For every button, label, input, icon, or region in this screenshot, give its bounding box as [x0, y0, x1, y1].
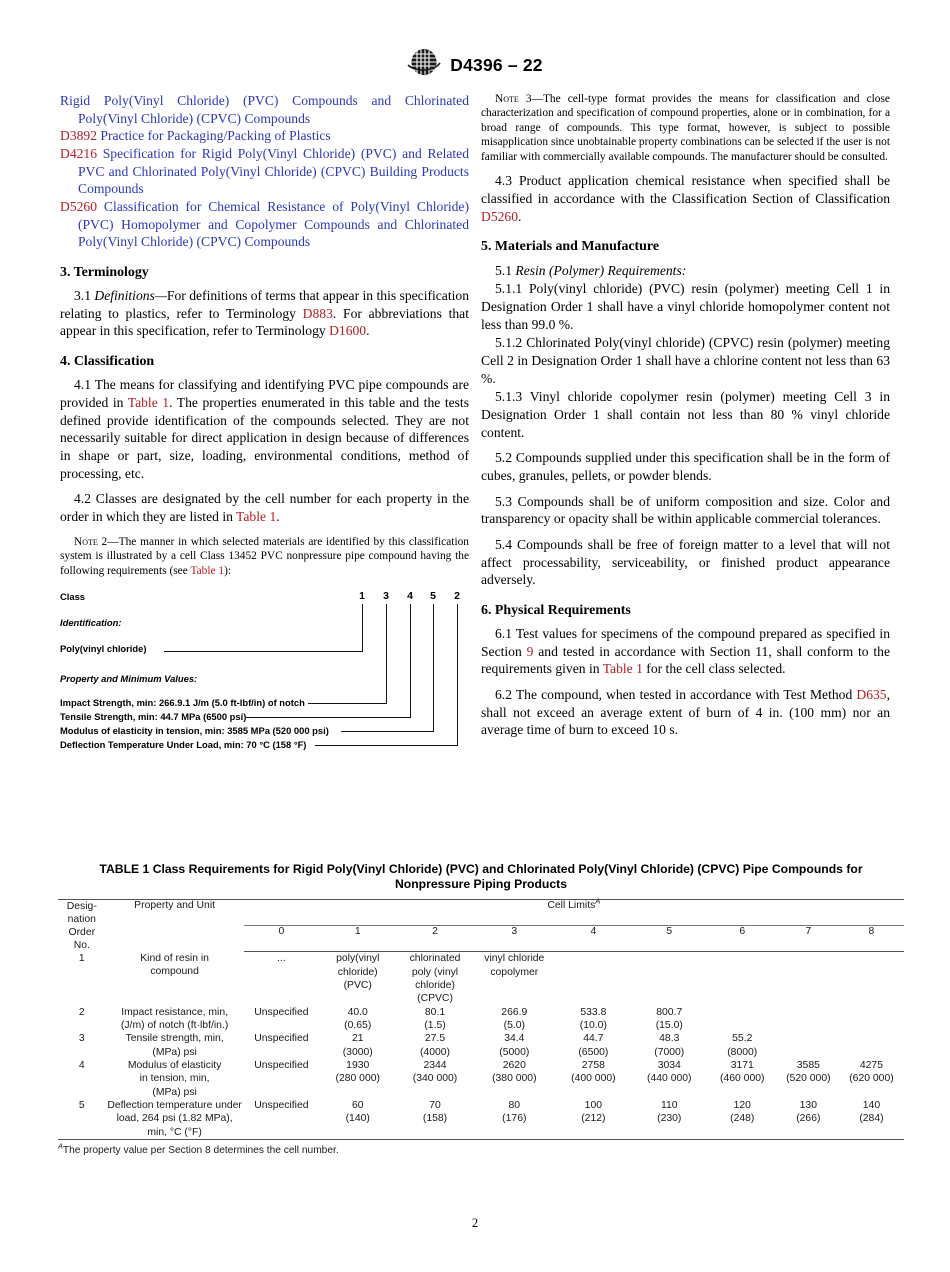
cell-value: 3034 — [657, 1059, 681, 1071]
cell-limit-1 — [319, 952, 396, 1006]
paragraph-text: The means for classifying and identifying PVC pipe compounds are provided in — [60, 377, 470, 410]
property-line: (MPa) psi — [152, 1046, 197, 1058]
header-cell-7: 7 — [778, 926, 839, 952]
footnote-mark: A — [58, 1141, 63, 1151]
cell-value: (10.0) — [579, 1020, 607, 1032]
reference-item — [60, 198, 469, 251]
header-designation-order-no — [58, 899, 106, 952]
table-row — [58, 1099, 904, 1139]
reference-designation[interactable]: D635 — [856, 687, 887, 703]
section-heading-materials: 5. Materials and Manufacture — [481, 239, 659, 255]
cell-value: (3000) — [342, 1046, 373, 1058]
paragraph-text: . — [518, 208, 522, 224]
table-row — [58, 1059, 904, 1099]
cell-value: Unspecified — [254, 1006, 309, 1018]
cell-value: (284) — [859, 1113, 884, 1125]
cell-limit-6 — [707, 1006, 778, 1033]
cell-property-and-unit — [106, 1059, 244, 1099]
cell-value: poly(vinyl — [336, 953, 380, 965]
resin-requirements-italic: Resin (Polymer) Requirements: — [515, 262, 687, 278]
right-column — [481, 92, 890, 739]
header-cell-8: 8 — [839, 926, 904, 952]
cell-value: (5.0) — [503, 1020, 525, 1032]
paragraph-6-2 — [481, 686, 890, 739]
paragraph-4-2 — [60, 490, 469, 525]
cell-value: 80.1 — [424, 1006, 446, 1018]
paragraph-text: Vinyl chloride copolymer resin (polymer) meeting Cell 3 in Designation Order 1 shall contain not less than 80 % vinyl chloride content. — [481, 389, 890, 440]
cell-limit-0 — [244, 1032, 320, 1059]
document-number: D4396 – 22 — [450, 55, 543, 75]
header-cell-3: 3 — [474, 926, 555, 952]
header-cell-2: 2 — [396, 926, 473, 952]
cell-limit-5 — [632, 1032, 707, 1059]
header-cell-limits — [244, 896, 904, 925]
paragraph-5-1-2 — [481, 334, 890, 387]
paragraph-number: 5.2 — [495, 450, 512, 466]
cell-value — [870, 953, 873, 964]
cell-value: (PVC) — [343, 980, 372, 992]
cell-limit-7 — [778, 952, 839, 1006]
cell-property-and-unit — [106, 952, 244, 1006]
cell-value: (380 000) — [492, 1073, 537, 1085]
figure-property-modulus: Modulus of elasticity in tension, min: 3585 MPa (520 000 psi) — [60, 725, 329, 737]
cell-value — [668, 953, 671, 964]
cell-designation-order: 5 — [58, 1099, 106, 1139]
leader-line-horizontal-3 — [246, 717, 411, 719]
header-cell-4: 4 — [555, 926, 632, 952]
cell-limit-6 — [707, 1059, 778, 1099]
reference-title: Practice for Packaging/Packing of Plastics — [100, 128, 331, 144]
leader-line-horizontal-4 — [341, 731, 434, 733]
figure-digit-3: 4 — [407, 590, 413, 603]
cell-limit-2 — [396, 1059, 473, 1099]
paragraph-6-1 — [481, 625, 890, 678]
leader-line-horizontal-2 — [308, 703, 387, 705]
property-line: Tensile strength, min, — [125, 1033, 224, 1045]
header-cell-6: 6 — [707, 926, 778, 952]
cell-value: (7000) — [654, 1046, 685, 1058]
paragraph-number: 5.1 — [495, 262, 512, 278]
paragraph-number: 6.1 — [495, 626, 512, 642]
cell-value: 2758 — [581, 1059, 605, 1071]
figure-property-deflection: Deflection Temperature Under Load, min: 70 °C (158 °F) — [60, 739, 307, 751]
property-line: (MPa) psi — [152, 1086, 197, 1098]
cell-limit-8 — [839, 1099, 904, 1139]
figure-class-label: Class — [60, 591, 86, 603]
header-cell-0: 0 — [244, 926, 320, 952]
cell-limit-3 — [474, 1099, 555, 1139]
cell-value: chlorinated — [409, 953, 461, 965]
cell-value: 80 — [508, 1099, 521, 1111]
reference-item — [60, 127, 469, 145]
table-1 — [58, 896, 904, 1140]
cell-value: (212) — [581, 1113, 606, 1125]
reference-title: Specification for Rigid Poly(Vinyl Chloride) (PVC) and Related PVC and Chlorinated Poly(Vinyl Chloride) (CPVC) Building Products Compounds — [78, 146, 469, 197]
cell-limit-7 — [778, 1099, 839, 1139]
leader-line-horizontal-1 — [164, 651, 363, 653]
figure-digit-2: 3 — [383, 590, 389, 603]
cell-value: (280 000) — [335, 1073, 380, 1085]
cell-value: (400 000) — [571, 1073, 616, 1085]
cell-value — [592, 953, 595, 964]
reference-designation[interactable]: D5260 — [481, 208, 519, 224]
cell-value — [807, 953, 810, 964]
page-number: 2 — [471, 1216, 479, 1230]
paragraph-5-1-3 — [481, 388, 890, 441]
stub-line-1: Desig- — [66, 900, 97, 912]
cell-limit-6 — [707, 1032, 778, 1059]
cell-value: 40.0 — [347, 1006, 368, 1018]
cell-value: 60 — [351, 1099, 364, 1111]
cell-property-and-unit — [106, 1006, 244, 1033]
cell-value: 3585 — [796, 1059, 820, 1071]
cell-value: (5000) — [499, 1046, 530, 1058]
page-header — [0, 48, 950, 82]
cell-value — [741, 1007, 744, 1018]
reference-title: Rigid Poly(Vinyl Chloride) (PVC) Compounds and Chlorinated Poly(Vinyl Chloride) (CPVC) Compounds — [60, 93, 469, 126]
cell-limit-8 — [839, 952, 904, 1006]
paragraph-5-1-1 — [481, 280, 890, 333]
cell-limit-8 — [839, 1006, 904, 1033]
leader-line-vertical-5 — [457, 604, 459, 746]
table-header — [58, 896, 904, 952]
cell-value: chloride) — [337, 966, 378, 978]
cell-value — [807, 1033, 810, 1044]
table-row — [58, 1006, 904, 1033]
cell-limit-5 — [632, 952, 707, 1006]
cell-value: 4275 — [859, 1059, 883, 1071]
cell-limit-1 — [319, 1006, 396, 1033]
cell-limit-3 — [474, 1006, 555, 1033]
leader-line-vertical-3 — [410, 604, 412, 718]
property-line: in tension, min, — [139, 1073, 210, 1085]
cell-limit-6 — [707, 1099, 778, 1139]
property-line: Impact resistance, min, — [121, 1006, 229, 1018]
cell-limit-8 — [839, 1032, 904, 1059]
paragraph-5-3 — [481, 493, 890, 528]
note-label: Note 3 — [495, 93, 532, 105]
cell-value: 21 — [351, 1033, 364, 1045]
table-footnote — [58, 1141, 904, 1157]
table-title: TABLE 1 Class Requirements for Rigid Poly(Vinyl Chloride) (PVC) and Chlorinated Poly(Vinyl Chloride) (CPVC) Pipe Compounds for Nonpressure Piping Products — [99, 862, 863, 892]
cell-value: 140 — [862, 1099, 881, 1111]
class-designation-figure — [60, 588, 469, 753]
cell-limit-0 — [244, 1059, 320, 1099]
cell-limit-6 — [707, 952, 778, 1006]
definitions-italic: Definitions— — [94, 288, 167, 304]
paragraph-number: 4.2 — [74, 491, 91, 507]
cell-limit-5 — [632, 1059, 707, 1099]
cell-property-and-unit — [106, 1032, 244, 1059]
cell-designation-order: 1 — [78, 952, 85, 964]
cell-value: (8000) — [727, 1046, 758, 1058]
figure-digit-1: 1 — [359, 590, 365, 603]
table-reference-link[interactable]: Table 1 — [190, 564, 225, 577]
cell-limit-4 — [555, 1032, 632, 1059]
paragraph-text: Compounds shall be of uniform composition and size. Color and transparency or opacity shall be within applicable commercial tolerances. — [481, 493, 890, 527]
astm-logo-icon — [407, 48, 441, 83]
cell-limit-4 — [555, 952, 632, 1006]
cell-limit-4 — [555, 1006, 632, 1033]
leader-line-vertical-1 — [362, 604, 364, 652]
cell-limit-1 — [319, 1032, 396, 1059]
header-cell-5: 5 — [632, 926, 707, 952]
figure-digit-5: 2 — [454, 590, 460, 603]
section-heading-physical: 6. Physical Requirements — [481, 602, 631, 618]
cell-value — [741, 953, 744, 964]
cell-value: (CPVC) — [417, 993, 453, 1005]
figure-digit-4: 5 — [430, 590, 436, 603]
cell-value: Unspecified — [254, 1059, 309, 1071]
cell-value: 34.4 — [504, 1033, 525, 1045]
paragraph-3-1 — [60, 287, 469, 340]
paragraph-text: Poly(vinyl chloride) (PVC) resin (polymer) meeting Cell 1 in Designation Order 1 shall have a vinyl chloride homopolymer content not less than 99.0 %. — [481, 281, 890, 332]
cell-limit-7 — [778, 1032, 839, 1059]
cell-value: (4000) — [419, 1046, 451, 1058]
section-heading-classification: 4. Classification — [60, 354, 155, 370]
cell-value: 2344 — [423, 1059, 447, 1071]
paragraph-text: . For abbreviations that appear in this specification, refer to Terminology — [60, 305, 469, 339]
cell-value: 800.7 — [656, 1006, 683, 1018]
paragraph-number: 4.1 — [74, 377, 91, 393]
paragraph-text: The compound, when tested in accordance with Test Method — [515, 687, 857, 703]
cell-value: (620 000) — [849, 1073, 894, 1085]
property-line: min, °C (°F) — [147, 1126, 202, 1138]
paragraph-number: 3.1 — [74, 288, 91, 304]
cell-limit-7 — [778, 1006, 839, 1033]
paragraph-number: 5.1.2 — [495, 335, 523, 351]
reference-designation[interactable]: D3892 — [60, 128, 98, 144]
cell-value: 27.5 — [424, 1033, 446, 1045]
table-header-row-top — [58, 899, 904, 925]
cell-value: 110 — [660, 1099, 678, 1111]
cell-value: (460 000) — [720, 1073, 765, 1085]
property-line: compound — [150, 966, 199, 978]
property-line: Kind of resin in — [140, 952, 209, 964]
paragraph-5-1 — [481, 262, 890, 280]
cell-value: (176) — [502, 1113, 527, 1125]
cell-value: (520 000) — [786, 1073, 831, 1085]
cell-value: (440 000) — [647, 1073, 692, 1085]
cell-limit-4 — [555, 1099, 632, 1139]
paragraph-text: . The properties enumerated in this table and the tests defined provide identification of the compounds selected. They are not necessarily suitable for direct application in design because of differences in shape or part, size, loading, environmental conditions, method of processing, etc. — [60, 394, 469, 481]
stub-line-4: No. — [73, 939, 90, 951]
reference-designation[interactable]: D5260 — [60, 199, 98, 215]
cell-designation-order: 4 — [78, 1059, 85, 1071]
note-2 — [60, 535, 469, 578]
cell-value: ... — [277, 953, 286, 965]
paragraph-number: 5.1.1 — [495, 281, 523, 297]
cell-value: (158) — [422, 1113, 448, 1125]
table-reference-link[interactable]: Table 1 — [236, 508, 277, 524]
cell-limit-0 — [244, 1006, 320, 1033]
paragraph-text: . — [276, 508, 280, 524]
cell-value — [870, 1007, 873, 1018]
paragraph-5-2 — [481, 449, 890, 484]
cell-limit-1 — [319, 1059, 396, 1099]
stub-line-3: Order — [68, 926, 96, 938]
cell-value — [807, 1007, 810, 1018]
note-label: Note 2 — [74, 535, 108, 548]
cell-limit-2 — [396, 1099, 473, 1139]
paragraph-text: for the cell class selected. — [642, 661, 786, 677]
cell-value: 120 — [733, 1099, 751, 1111]
cell-limit-5 — [632, 1006, 707, 1033]
cell-value: vinyl chloride — [484, 953, 545, 965]
header-property-and-unit: Property and Unit — [106, 899, 244, 952]
figure-identification-label: Identification: — [60, 617, 122, 629]
cell-limit-2 — [396, 1006, 473, 1033]
cell-value: (140) — [345, 1113, 370, 1125]
property-line: load, 264 psi (1.82 MPa), — [116, 1113, 233, 1125]
cell-value: (6500) — [578, 1046, 609, 1058]
paragraph-4-1 — [60, 376, 469, 482]
paragraph-text: Chlorinated Poly(vinyl chloride) (CPVC) resin (polymer) meeting Cell 2 in Designation Order 1 shall have a chlorine content not less than 63 %. — [481, 335, 891, 386]
cell-limit-3 — [474, 952, 555, 1006]
section-heading-terminology: 3. Terminology — [60, 265, 149, 281]
paragraph-text: Compounds shall be free of foreign matter to a level that will not affect processability, serviceability, or finished product appearance adversely. — [481, 536, 890, 588]
figure-property-header: Property and Minimum Values: — [60, 673, 198, 685]
header-cell-1: 1 — [319, 926, 396, 952]
paragraph-5-4 — [481, 536, 890, 589]
cell-value: (340 000) — [412, 1073, 458, 1085]
cell-limit-7 — [778, 1059, 839, 1099]
cell-value: 70 — [429, 1099, 441, 1111]
paragraph-number: 5.3 — [495, 493, 512, 509]
table-row — [58, 1032, 904, 1059]
reference-item — [60, 145, 469, 198]
note-text: —The cell-type format provides the means for classification and close characterization and specification of compound properties, alone or in combination, for a broad range of compounds. This type format, however, is subject to possible misapplication since unobtainable property combinations can be selected if the user is not familiar with commercially available compounds. The manufacturer should be consulted. — [481, 93, 890, 163]
cell-limit-8 — [839, 1059, 904, 1099]
cell-value: Unspecified — [254, 1099, 309, 1111]
table-body — [58, 952, 904, 1139]
cell-limit-2 — [396, 1032, 473, 1059]
cell-limits-label: Cell Limits — [547, 899, 596, 911]
cell-value: Unspecified — [254, 1033, 309, 1045]
cell-value: (1.5) — [424, 1020, 446, 1032]
paragraph-number: 6.2 — [495, 687, 512, 703]
cell-value: (15.0) — [655, 1020, 683, 1032]
figure-resin-label: Poly(vinyl chloride) — [60, 643, 147, 655]
cell-value: (248) — [730, 1113, 755, 1125]
reference-designation[interactable]: D883 — [302, 305, 333, 321]
note-text: —The manner in which selected materials are identified by this classification system is illustrated by a cell Class 13452 PVC nonpressure pipe compound having the following requirements (see — [60, 535, 469, 577]
cell-value: 100 — [584, 1099, 603, 1111]
paragraph-text: Product application chemical resistance when specified shall be classified in accordance with the Classification Section of Classification — [481, 173, 891, 207]
table-row — [58, 952, 904, 1006]
paragraph-4-3 — [481, 172, 890, 225]
cell-property-and-unit — [106, 1099, 244, 1139]
cell-value: (266) — [796, 1113, 821, 1125]
property-line: Modulus of elasticity — [127, 1059, 222, 1071]
reference-designation[interactable]: D4216 — [60, 146, 98, 162]
table-1-container — [58, 862, 904, 1157]
cell-value: 1930 — [346, 1059, 370, 1071]
reference-designation[interactable]: D1600 — [329, 323, 367, 339]
figure-property-impact: Impact Strength, min: 266.9.1 J/m (5.0 ft-lbf/in) of notch — [60, 697, 305, 709]
left-column — [60, 92, 469, 753]
cell-designation-order: 2 — [78, 1006, 85, 1018]
cell-value: 3171 — [730, 1059, 754, 1071]
property-line: Deflection temperature under — [107, 1099, 242, 1111]
table-reference-link[interactable]: Table 1 — [602, 661, 643, 677]
paragraph-number: 5.1.3 — [495, 389, 523, 405]
paragraph-text: , shall not exceed an average extent of burn of 4 in. (100 mm) nor an average time of burn to exceed 10 s. — [481, 687, 890, 738]
cell-limits-footnote-mark: A — [595, 896, 601, 906]
cell-designation-order: 3 — [78, 1033, 85, 1045]
cell-value: (0.65) — [344, 1020, 372, 1032]
footnote-text: The property value per Section 8 determines the cell number. — [62, 1144, 339, 1156]
cell-limit-1 — [319, 1099, 396, 1139]
cell-limit-3 — [474, 1032, 555, 1059]
paragraph-number: 4.3 — [495, 173, 512, 189]
cell-value: 2620 — [502, 1059, 526, 1071]
leader-line-vertical-4 — [433, 604, 435, 732]
reference-item — [60, 92, 469, 127]
paragraph-number: 5.4 — [495, 536, 512, 552]
stub-line-2: nation — [67, 913, 96, 925]
cell-limit-0 — [244, 1099, 320, 1139]
cell-value: copolymer — [490, 966, 539, 978]
section-reference-link[interactable]: 9 — [526, 643, 534, 659]
table-reference-link[interactable]: Table 1 — [127, 394, 170, 410]
leader-line-vertical-2 — [386, 604, 388, 704]
paragraph-text: . — [366, 323, 370, 339]
cell-limit-2 — [396, 952, 473, 1006]
cell-value: poly (vinyl — [411, 966, 459, 978]
cell-value: chloride) — [415, 980, 455, 992]
cell-value: (230) — [657, 1113, 682, 1125]
cell-limit-3 — [474, 1059, 555, 1099]
cell-value: 55.2 — [732, 1033, 753, 1045]
paragraph-text: Compounds supplied under this specification shall be in the form of cubes, granules, pellets, or powder blends. — [481, 450, 890, 483]
reference-title: Classification for Chemical Resistance of Poly(Vinyl Chloride) (PVC) Homopolymer and Copolymer Compounds and Chlorinated Poly(Vinyl Chloride) (CPVC) Compounds — [78, 199, 469, 250]
cell-value: 533.8 — [580, 1006, 607, 1018]
note-text: ): — [224, 564, 232, 577]
cell-limit-4 — [555, 1059, 632, 1099]
paragraph-text: Classes are designated by the cell number for each property in the order in which they are listed in — [60, 491, 469, 524]
figure-property-tensile: Tensile Strength, min: 44.7 MPa (6500 psi) — [60, 711, 247, 723]
paragraph-text: Test values for specimens of the compound prepared as specified in Section — [481, 626, 890, 659]
property-line: (J/m) of notch (ft·lbf/in.) — [120, 1020, 229, 1032]
cell-value: 266.9 — [501, 1006, 528, 1018]
cell-value: 48.3 — [659, 1033, 680, 1045]
paragraph-text: and tested in accordance with Section 11, shall conform to the requirements given in — [481, 643, 890, 677]
cell-limit-0 — [244, 952, 320, 1006]
note-3 — [481, 92, 890, 164]
leader-line-horizontal-5 — [315, 745, 458, 747]
paragraph-text: For definitions of terms that appear in this specification relating to plastics, refer to Terminology — [60, 288, 469, 321]
cell-value — [870, 1033, 873, 1044]
cell-value: 44.7 — [583, 1033, 604, 1045]
cell-value: 130 — [799, 1099, 817, 1111]
cell-limit-5 — [632, 1099, 707, 1139]
